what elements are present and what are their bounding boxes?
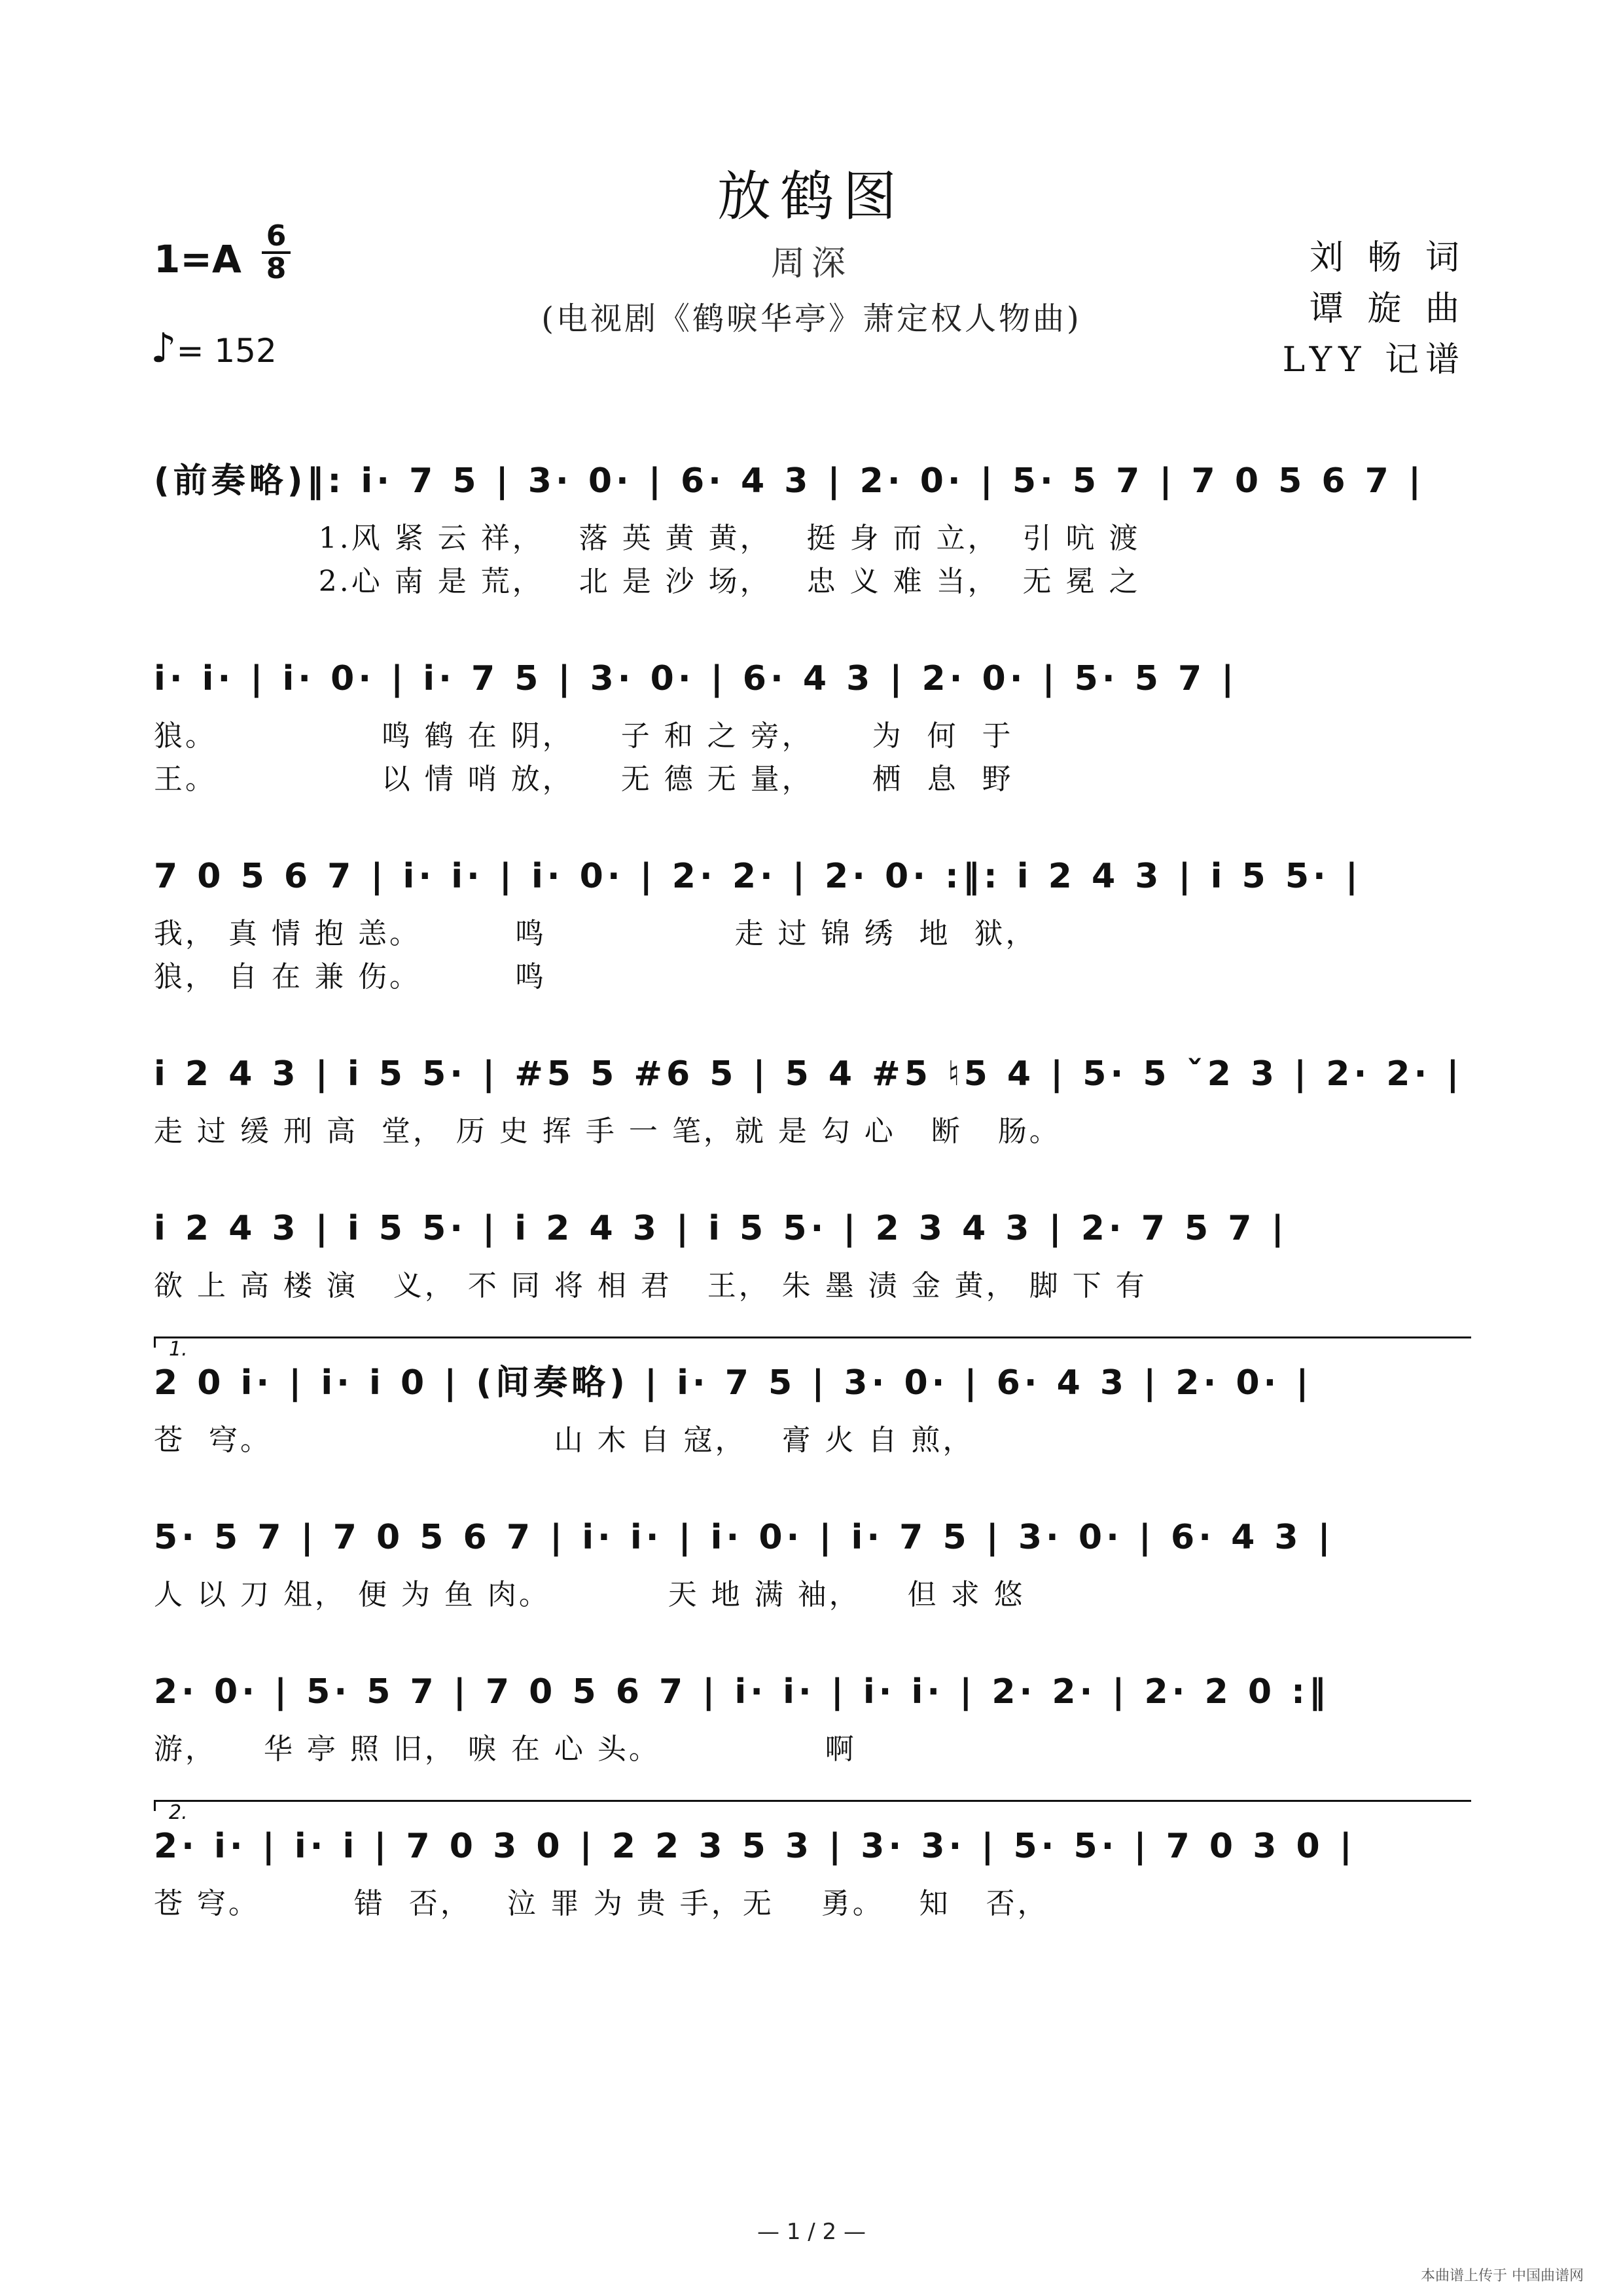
lyric-line: 走 过 缓 刑 高 堂， 历 史 挥 手 一 笔，就 是 勾 心 断 肠。 — [154, 1115, 1061, 1148]
composer-credit: 谭 旋 曲 — [1309, 289, 1466, 329]
key-signature: 1=A — [154, 237, 241, 281]
score — [154, 445, 1469, 1926]
lyric-line: 狼。 鸣 鹤 在 阴， 子 和 之 旁， 为 何 于 — [154, 719, 1014, 753]
tempo-value: = 152 — [176, 332, 277, 370]
time-signature-bottom: 8 — [266, 252, 287, 285]
notation-line: i 2 4 3 | i 5 5· | #5 5 #6 5 | 5 4 #5 ♮5 4 | 5· 5 ˇ2 3 | 2· 2· | — [154, 1054, 1463, 1094]
singer: 周深 — [770, 244, 852, 283]
score-system — [154, 643, 1469, 801]
lyric-line: 苍 穹。 错 否， 泣 罪 为 贵 手，无 勇。 知 否， — [154, 1887, 1049, 1920]
lyric-line: 游， 华 亭 照 旧， 唳 在 心 头。 啊 — [154, 1732, 857, 1766]
volta-bracket: 1. — [154, 1336, 1471, 1348]
watermark: 本曲谱上传于 中国曲谱网 — [1421, 2268, 1584, 2284]
notation-line: i· i· | i· 0· | i· 7 5 | 3· 0· | 6· 4 3 | 2· 0· | 5· 5 7 | — [154, 659, 1238, 698]
lyric-line: 我， 真 情 抱 恙。 鸣 走 过 锦 绣 地 狱， — [154, 917, 1037, 950]
notation-line: 7 0 5 6 7 | i· i· | i· 0· | 2· 2· | 2· 0· :‖: i 2 4 3 | i 5 5· | — [154, 857, 1362, 896]
score-system — [154, 1801, 1469, 1926]
lyric-line: 1.风 紧 云 祥， 落 英 黄 黄， 挺 身 而 立， 引 吭 渡 — [154, 522, 1141, 555]
transcriber-credit: LYY 记谱 — [1282, 340, 1466, 380]
song-title: 放鹤图 — [717, 166, 906, 228]
notation-line: 5· 5 7 | 7 0 5 6 7 | i· i· | i· 0· | i· 7 5 | 3· 0· | 6· 4 3 | — [154, 1518, 1334, 1557]
lyric-line: 欲 上 高 楼 演 义， 不 同 将 相 君 王， 朱 墨 渍 金 黄， 脚 下 有 — [154, 1269, 1147, 1302]
score-system — [154, 1501, 1469, 1617]
lyric-line: 2.心 南 是 荒， 北 是 沙 场， 忠 义 难 当， 无 冕 之 — [154, 565, 1141, 598]
notation-line: (前奏略)‖: i· 7 5 | 3· 0· | 6· 4 3 | 2· 0· | 5· 5 7 | 7 0 5 6 7 | — [154, 461, 1425, 501]
time-signature-top: 6 — [266, 219, 287, 253]
page-number: — 1 / 2 — — [757, 2219, 866, 2245]
lyric-line: 苍 穹。 山 木 自 寇， 膏 火 自 煎， — [154, 1424, 974, 1457]
notation-line: 2 0 i· | i· i 0 | (间奏略) | i· 7 5 | 3· 0· | 6· 4 3 | 2· 0· | — [154, 1363, 1313, 1403]
notation-line: 2· i· | i· i | 7 0 3 0 | 2 2 3 5 3 | 3· 3· | 5· 5· | 7 0 3 0 | — [154, 1827, 1356, 1866]
volta-bracket: 2. — [154, 1800, 1471, 1811]
score-system — [154, 1038, 1469, 1153]
score-system — [154, 1338, 1469, 1462]
notation-line: 2· 0· | 5· 5 7 | 7 0 5 6 7 | i· i· | i· i· | 2· 2· | 2· 2 0 :‖ — [154, 1672, 1330, 1712]
score-system — [154, 1656, 1469, 1771]
score-system — [154, 840, 1469, 999]
lyric-line: 人 以 刀 俎， 便 为 鱼 肉。 天 地 满 袖， 但 求 悠 — [154, 1578, 1026, 1611]
lyric-line: 王。 以 情 哨 放， 无 德 无 量， 栖 息 野 — [154, 762, 1014, 796]
notation-line: i 2 4 3 | i 5 5· | i 2 4 3 | i 5 5· | 2 3 4 3 | 2· 7 5 7 | — [154, 1209, 1288, 1248]
score-system — [154, 1193, 1469, 1308]
score-system — [154, 445, 1469, 603]
credits — [1283, 232, 1466, 386]
subtitle: (电视剧《鹤唳华亭》萧定权人物曲) — [541, 300, 1082, 337]
lyric-line: 狼， 自 在 兼 伤。 鸣 — [154, 960, 546, 994]
lyricist-credit: 刘 畅 词 — [1309, 238, 1466, 278]
eighth-note-icon: ♪ — [151, 324, 177, 372]
